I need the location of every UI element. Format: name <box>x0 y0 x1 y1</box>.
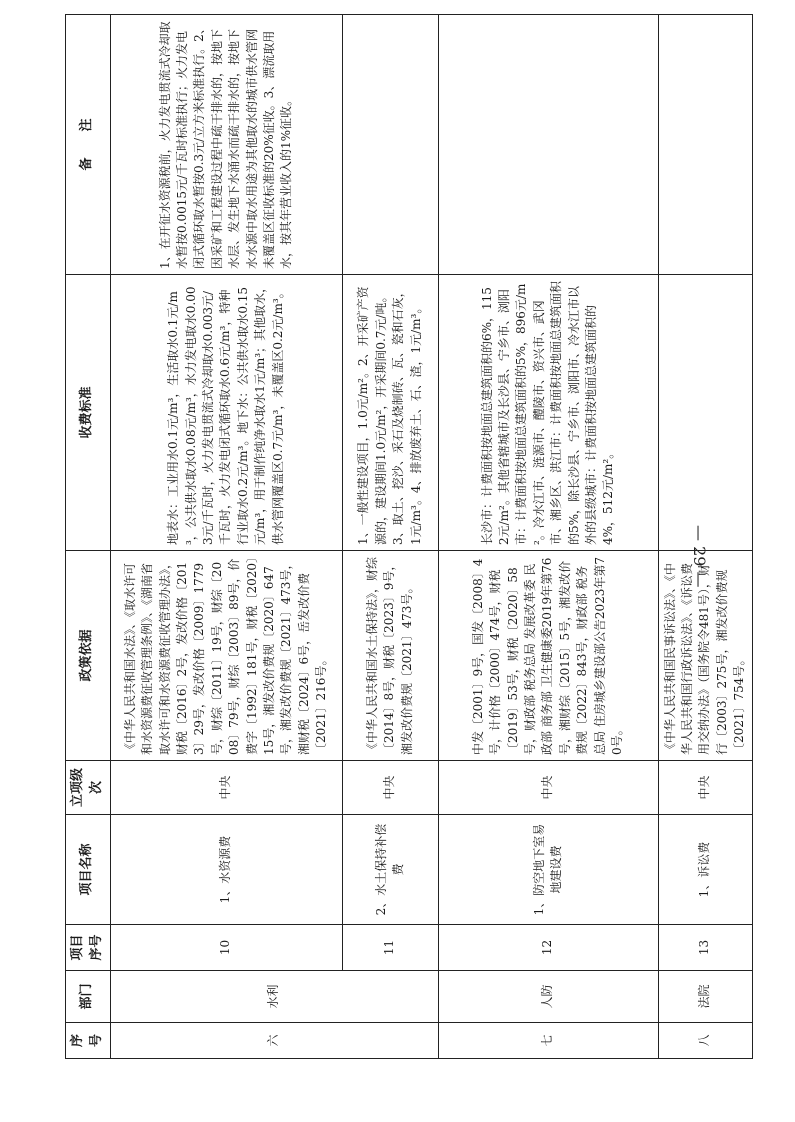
cell-standard: 地表水：工业用水0.1元/m³，生活取水0.1元/m³，公共供水取水0.08元/m³，水力发电取水0.003元/千瓦时，火力发电贯流式冷却取水0.003元/千瓦时，火力发电闭式循环取水0.6元/m³，特种行业取水0.2元/m³。地下水：公共供水取水0.15元/m³，用于制作纯净水取水1元/m³；其他取水，供水管网覆盖区0.7元/m³，未覆盖区0.2元/m³。 <box>110 275 342 551</box>
cell-level: 中央 <box>658 761 752 815</box>
cell-item-name: 1、防空地下室易地建设费 <box>438 815 658 925</box>
cell-standard <box>658 275 752 551</box>
cell-item-no: 13 <box>658 925 752 971</box>
table-row <box>110 15 342 1059</box>
cell-item-name: 2、水土保持补偿费 <box>342 815 438 925</box>
cell-basis: 《中华人民共和国水法》、《取水许可和水资源费征收管理条例》、《湖南省取水许可和水资源费征收管理办法》，财税〔2016〕2号，发改价格〔2013〕29号，发改价格〔2009〕1779号，财综〔2011〕19号，财综〔2008〕79号，财综〔2003〕89号，价费字〔1992〕181号，财税〔2020〕15号，湘发改价费规〔2020〕647号，湘发改价费规〔2021〕473号，湘财税〔2024〕6号，岳发改价费〔2021〕216号。 <box>110 551 342 761</box>
cell-remarks <box>658 15 752 275</box>
header-item-name: 项目名称 <box>66 815 111 925</box>
header-remarks: 备 注 <box>66 15 111 275</box>
table-row <box>438 15 658 1059</box>
rotated-table-page <box>65 15 745 1059</box>
cell-item-name: 1、诉讼费 <box>658 815 752 925</box>
fee-table <box>65 14 753 1059</box>
cell-remarks <box>438 15 658 275</box>
cell-item-no: 12 <box>438 925 658 971</box>
cell-basis: 中发〔2001〕9号，国发〔2008〕4号，计价格〔2000〕474号，财税〔2019〕53号，财税〔2020〕58号，财政部 税务总局 发展改革委 民政部 商务部 卫生健康委2019年第76号，湘财综〔2015〕5号，湘发改价费规〔2022〕843号，财政部 税务总局 住房城乡建设部公告2023年第70号。 <box>438 551 658 761</box>
cell-remarks: 1、在开征水资源税前，火力发电贯流式冷却取水暂按0.0015元/千瓦时标准执行；火力发电闭式循环取水暂按0.3元/立方米标准执行。2、因采矿和工程建设过程中疏干排水的，按地下水层、发生地下水涌水而疏干排水的，按地下水水源中取水用途为其他取水的城市供水管网未覆盖区征收标准的20%征收。3、漂流取用水，按其年营业收入的1%征收。 <box>110 15 342 275</box>
cell-level: 中央 <box>110 761 342 815</box>
cell-basis: 《中华人民共和国水土保持法》，财综〔2014〕8号，财税〔2023〕9号，湘发改价费规〔2021〕473号。 <box>342 551 438 761</box>
cell-no: 七 <box>438 1023 658 1059</box>
cell-level: 中央 <box>342 761 438 815</box>
cell-item-name: 1、水资源费 <box>110 815 342 925</box>
cell-item-no: 11 <box>342 925 438 971</box>
header-level: 立项级次 <box>66 761 111 815</box>
cell-item-no: 10 <box>110 925 342 971</box>
header-basis: 政策依据 <box>66 551 111 761</box>
cell-standard: 1、一般性建设项目，1.0元/m²。2、开采矿产资源的，建设期间1.0元/m²，开采期间0.7元/吨。3、取土、挖沙、采石及烧制砖、瓦、瓷和石灰，1元/m³。4、排放废弃土、石、渣，1元/m³。 <box>342 275 438 551</box>
header-standard: 收费标准 <box>66 275 111 551</box>
cell-basis: 《中华人民共和国民事诉讼法》、《中华人民共和国行政诉讼法》、《诉讼费用交纳办法》（国务院令481号），财行〔2003〕275号，湘发改价费规〔2021〕754号。 <box>658 551 752 761</box>
cell-no: 八 <box>658 1023 752 1059</box>
header-item-no: 项目序号 <box>66 925 111 971</box>
cell-level: 中央 <box>438 761 658 815</box>
cell-remarks <box>342 15 438 275</box>
table-header-row <box>66 15 111 1059</box>
page-number: — 29 — <box>690 525 709 588</box>
header-dept: 部门 <box>66 971 111 1023</box>
cell-dept: 水利 <box>110 971 438 1023</box>
cell-dept: 法院 <box>658 971 752 1023</box>
cell-no: 六 <box>110 1023 438 1059</box>
cell-dept: 人防 <box>438 971 658 1023</box>
header-no: 序号 <box>66 1023 111 1059</box>
table-row <box>342 15 438 1059</box>
cell-standard: 长沙市：计费面积按地面总建筑面积的6%，1152元/m²。其他省辖城市及长沙县、宁乡市、浏阳市：计费面积按地面总建筑面积的5%，896元/m²。冷水江市、涟源市、醴陵市、资兴市、武冈市、湘乡区、洪江市：计费面积按地面总建筑面积的5%，除长沙县、宁乡市、浏阳市、冷水江市以外的县级城市：计费面积按地面总建筑面积的4%，512元/m²。 <box>438 275 658 551</box>
